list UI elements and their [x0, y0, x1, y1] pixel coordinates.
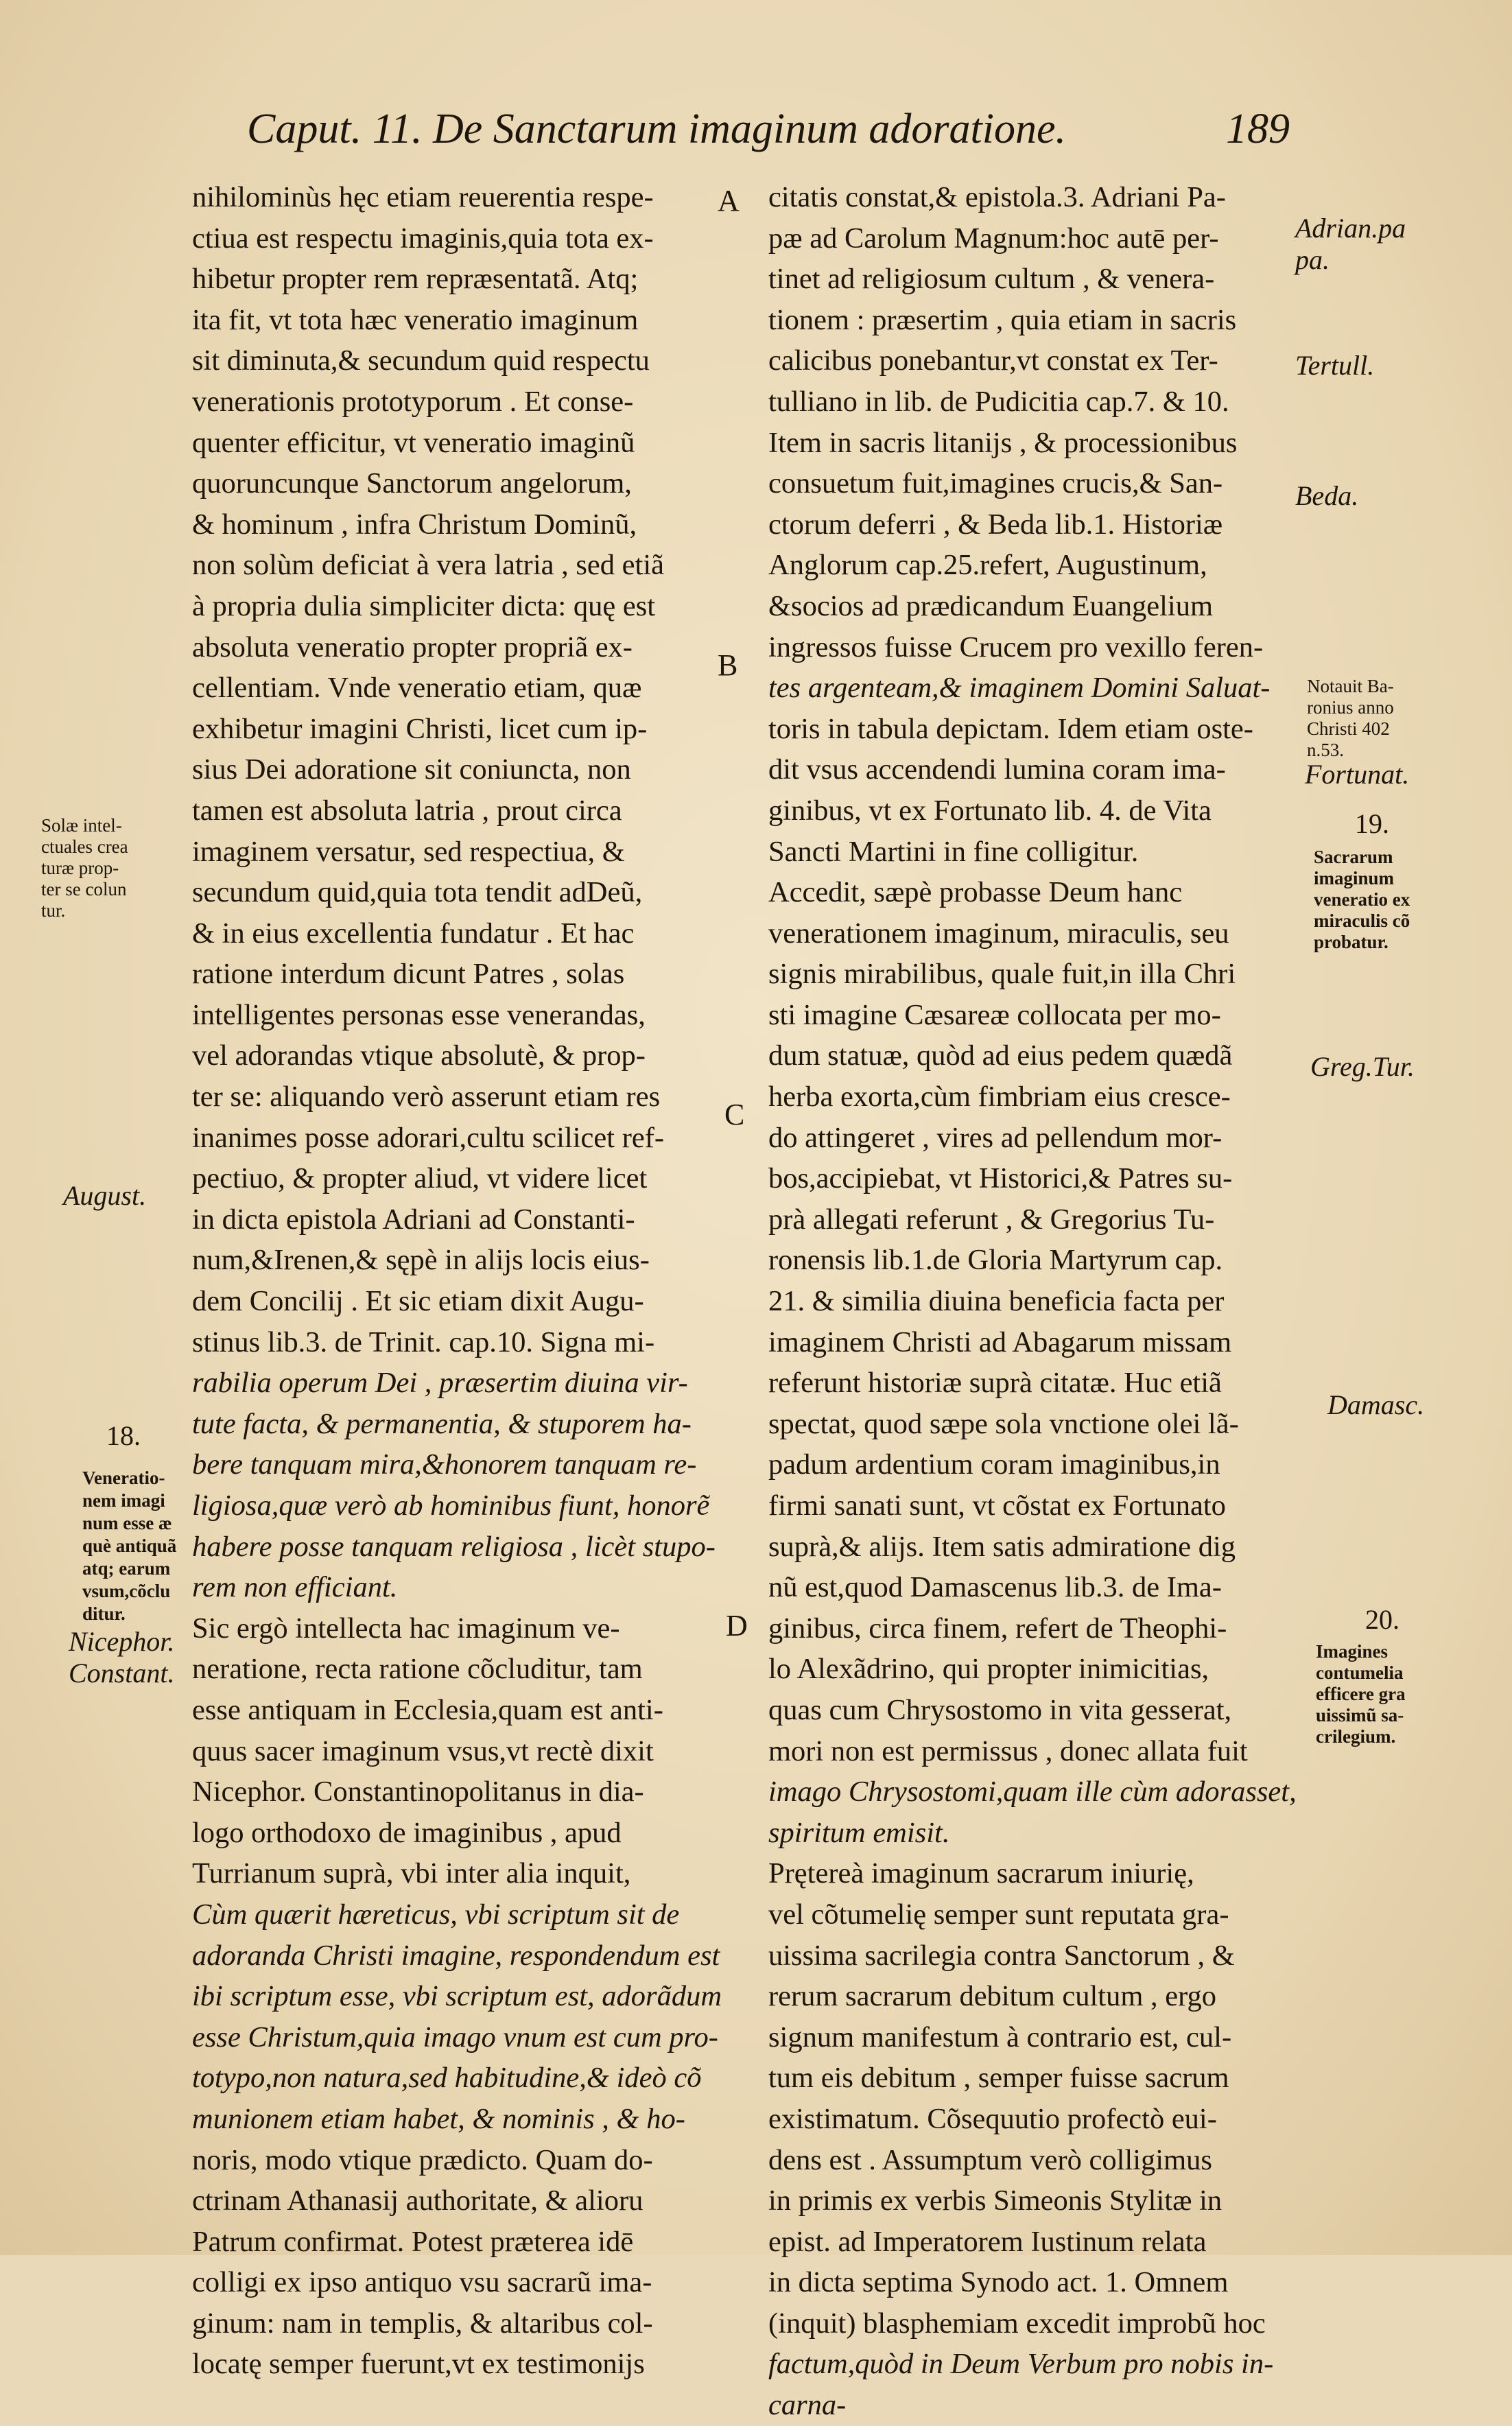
text-line: ronensis lib.1.de Gloria Martyrum cap.: [768, 1244, 1223, 1277]
text-line: ligiosa,quæ verò ab hominibus fiunt, honorẽ: [192, 1489, 710, 1522]
running-header: [247, 102, 1290, 156]
text-line: Item in sacris litanijs , & processionibus: [768, 426, 1238, 459]
text-line: &socios ad prædicandum Euangelium: [768, 589, 1214, 622]
margin-note-august: August.: [63, 1180, 147, 1211]
text-line: nũ est,quod Damascenus lib.3. de Ima-: [768, 1571, 1222, 1604]
section-letter-b: B: [718, 648, 738, 682]
text-line: toris in tabula depictam. Idem etiam oste-: [768, 712, 1253, 745]
text-line: imaginem versatur, sed respectiua, &: [192, 835, 625, 868]
margin-note-imagines: Imagines contumelia efficere gra uissimũ sa- crilegium.: [1316, 1641, 1406, 1747]
text-line: ratione interdum dicunt Patres , solas: [192, 958, 625, 991]
text-line: nihilominùs hęc etiam reuerentia respe-: [192, 181, 654, 213]
text-line: imaginem Christi ad Abagarum missam: [768, 1326, 1232, 1358]
margin-note-damasc: Damasc.: [1327, 1389, 1425, 1420]
text-line: & hominum , infra Christum Dominũ,: [192, 508, 637, 541]
margin-number-19: 19.: [1355, 808, 1389, 839]
text-line: & in eius excellentia fundatur . Et hac: [192, 917, 635, 950]
text-line: absoluta veneratio propter propriã ex-: [192, 631, 633, 663]
text-line: quas cum Chrysostomo in vita gesserat,: [768, 1693, 1232, 1726]
text-line: quus sacer imaginum vsus,vt rectè dixit: [192, 1734, 654, 1767]
text-line: exhibetur imagini Christi, licet cum ip-: [192, 712, 648, 745]
left-text-column: [192, 177, 741, 2381]
text-line: num,&Irenen,& sępè in alijs locis eius-: [192, 1244, 650, 1277]
text-line: tionem : præsertim , quia etiam in sacris: [768, 303, 1237, 336]
text-line: non solùm deficiat à vera latria , sed etiã: [192, 549, 664, 582]
text-line: ctorum deferri , & Beda lib.1. Historiæ: [768, 508, 1223, 541]
text-line: cellentiam. Vnde veneratio etiam, quæ: [192, 672, 642, 705]
text-line: lo Alexãdrino, qui propter inimicitias,: [768, 1653, 1209, 1686]
text-line: referunt historiæ suprà citatæ. Huc etiã: [768, 1367, 1222, 1400]
text-line: pæ ad Carolum Magnum:hoc autē per-: [768, 222, 1219, 255]
section-letter-d: D: [726, 1609, 748, 1642]
text-line: ingressos fuisse Crucem pro vexillo feren-: [768, 631, 1264, 663]
text-line: ter se: aliquando verò asserunt etiam res: [192, 1081, 661, 1114]
text-line: sti imagine Cæsareæ collocata per mo-: [768, 998, 1221, 1031]
margin-note-nicephor: Nicephor. Constant.: [69, 1626, 175, 1688]
text-line: intelligentes personas esse venerandas,: [192, 998, 646, 1031]
text-line: Accedit, sæpè probasse Deum hanc: [768, 876, 1183, 909]
text-line: tum eis debitum , semper fuisse sacrum: [768, 2062, 1229, 2095]
text-line: adoranda Christi imagine, respondendum est: [192, 1939, 720, 1972]
margin-number-20: 20.: [1365, 1604, 1399, 1635]
text-line: tes argenteam,& imaginem Domini Saluat-: [768, 672, 1271, 705]
running-title: Caput. 11. De Sanctarum imaginum adoratione.: [247, 106, 1067, 152]
text-line: ita fit, vt tota hæc veneratio imaginum: [192, 303, 639, 336]
text-line: Nicephor. Constantinopolitanus in dia-: [192, 1776, 644, 1809]
text-line: Cùm quærit hæreticus, vbi scriptum sit de: [192, 1898, 680, 1931]
margin-note-adrian: Adrian.pa pa.: [1295, 213, 1406, 275]
text-line: noris, modo vtique prædicto. Quam do-: [192, 2143, 653, 2176]
text-line: munionem etiam habet, & nominis , & ho-: [192, 2102, 685, 2135]
text-line: dens est . Assumptum verò colligimus: [768, 2143, 1212, 2176]
text-line: venerationem imaginum, miraculis, seu: [768, 917, 1229, 950]
text-line: existimatum. Cõsequutio profectò eui-: [768, 2102, 1217, 2135]
text-line: padum ardentium coram imaginibus,in: [768, 1448, 1220, 1481]
text-line: herba exorta,cùm fimbriam eius cresce-: [768, 1081, 1231, 1114]
text-line: Patrum confirmat. Potest præterea idē: [192, 2225, 634, 2258]
text-line: in dicta epistola Adriani ad Constanti-: [192, 1203, 635, 1236]
text-line: vel cõtumelię semper sunt reputata gra-: [768, 1898, 1229, 1931]
text-line: imago Chrysostomi,quam ille cùm adorasset,: [768, 1776, 1297, 1809]
text-line: stinus lib.3. de Trinit. cap.10. Signa mi-: [192, 1326, 655, 1358]
text-line: esse antiquam in Ecclesia,quam est anti-: [192, 1693, 663, 1726]
text-line: tinet ad religiosum cultum , & venera-: [768, 263, 1215, 296]
text-line: carna-: [768, 2389, 847, 2422]
text-line: quenter efficitur, vt veneratio imaginũ: [192, 426, 635, 459]
text-line: spiritum emisit.: [768, 1816, 950, 1849]
margin-note-tertull: Tertull.: [1295, 350, 1375, 381]
text-line: tute facta, & permanentia, & stuporem ha-: [192, 1407, 692, 1440]
text-line: habere posse tanquam religiosa , licèt stupo-: [192, 1530, 716, 1563]
margin-number-18: 18.: [106, 1420, 141, 1451]
page-number: 189: [1226, 106, 1290, 152]
text-line: rabilia operum Dei , præsertim diuina vir-: [192, 1367, 688, 1400]
text-line: spectat, quod sæpe sola vnctione olei lã-: [768, 1407, 1239, 1440]
text-line: ginibus, vt ex Fortunato lib. 4. de Vita: [768, 794, 1212, 827]
text-line: pectiuo, & propter aliud, vt videre licet: [192, 1162, 648, 1195]
text-line: rem non efficiant.: [192, 1571, 398, 1604]
text-line: prà allegati referunt , & Gregorius Tu-: [768, 1203, 1215, 1236]
text-line: firmi sanati sunt, vt cõstat ex Fortunato: [768, 1489, 1226, 1522]
text-line: ctiua est respectu imaginis,quia tota ex-: [192, 222, 654, 255]
text-line: signum manifestum à contrario est, cul-: [768, 2021, 1232, 2053]
text-line: ginum: nam in templis, & altaribus col-: [192, 2307, 653, 2340]
margin-note-baronius: Notauit Ba- ronius anno Christi 402 n.53.: [1307, 676, 1394, 760]
text-line: tulliano in lib. de Pudicitia cap.7. & 10.: [768, 385, 1229, 418]
text-line: esse Christum,quia imago vnum est cum pro-: [192, 2021, 718, 2053]
text-line: bos,accipiebat, vt Historici,& Patres su-: [768, 1162, 1233, 1195]
section-letter-c: C: [724, 1098, 745, 1131]
text-line: secundum quid,quia tota tendit adDeũ,: [192, 876, 643, 909]
text-line: Sancti Martini in fine colligitur.: [768, 835, 1139, 868]
text-line: quoruncunque Sanctorum angelorum,: [192, 467, 632, 500]
text-line: 21. & similia diuina beneficia facta per: [768, 1285, 1225, 1318]
text-line: Turrianum suprà, vbi inter alia inquit,: [192, 1857, 631, 1890]
text-line: inanimes posse adorari,cultu scilicet ref-: [192, 1121, 665, 1154]
text-line: totypo,non natura,sed habitudine,& ideò cõ: [192, 2062, 702, 2095]
text-line: venerationis prototyporum . Et conse-: [192, 385, 634, 418]
text-line: mori non est permissus , donec allata fuit: [768, 1734, 1248, 1767]
right-text-column: [768, 177, 1297, 2422]
text-line: in dicta septima Synodo act. 1. Omnem: [768, 2266, 1229, 2299]
text-line: logo orthodoxo de imaginibus , apud: [192, 1816, 622, 1849]
margin-note-solae: Solæ intel- ctuales crea turæ prop- ter se colun tur.: [41, 815, 128, 921]
margin-note-beda: Beda.: [1295, 480, 1359, 511]
text-line: ginibus, circa finem, refert de Theophi-: [768, 1612, 1227, 1645]
text-line: rerum sacrarum debitum cultum , ergo: [768, 1980, 1217, 2013]
text-line: sius Dei adoratione sit coniuncta, non: [192, 753, 631, 786]
text-line: hibetur propter rem repræsentatã. Atq;: [192, 263, 639, 296]
text-line: signis mirabilibus, quale fuit,in illa Chri: [768, 958, 1236, 991]
margin-note-veneratio: Veneratio- nem imagi num esse æ què antiquã atq; earum vsum,cõclu ditur.: [82, 1468, 177, 1624]
text-line: colligi ex ipso antiquo vsu sacrarũ ima-: [192, 2266, 652, 2299]
margin-note-sacrarum: Sacrarum imaginum veneratio ex miraculis cõ probatur.: [1314, 847, 1410, 952]
text-line: Anglorum cap.25.refert, Augustinum,: [768, 549, 1207, 582]
text-line: sit diminuta,& secundum quid respectu: [192, 344, 650, 377]
text-line: ctrinam Athanasij authoritate, & alioru: [192, 2184, 643, 2217]
text-line: Prętereà imaginum sacrarum iniurię,: [768, 1857, 1194, 1890]
text-line: dem Concilij . Et sic etiam dixit Augu-: [192, 1285, 644, 1318]
margin-note-greg: Greg.Tur.: [1310, 1051, 1415, 1082]
text-line: consuetum fuit,imagines crucis,& San-: [768, 467, 1223, 500]
section-letter-a: A: [718, 184, 740, 217]
text-line: uissima sacrilegia contra Sanctorum , &: [768, 1939, 1235, 1972]
text-line: (inquit) blasphemiam excedit improbũ hoc: [768, 2307, 1266, 2340]
text-line: bere tanquam mira,&honorem tanquam re-: [192, 1448, 697, 1481]
text-line: tamen est absoluta latria , prout circa: [192, 794, 622, 827]
text-line: dum statuæ, quòd ad eius pedem quædã: [768, 1039, 1233, 1072]
margin-note-fortunat: Fortunat.: [1305, 759, 1410, 790]
text-line: epist. ad Imperatorem Iustinum relata: [768, 2225, 1207, 2258]
text-line: locatę semper fuerunt,vt ex testimonijs: [192, 2348, 645, 2381]
text-line: calicibus ponebantur,vt constat ex Ter-: [768, 344, 1218, 377]
text-line: vel adorandas vtique absolutè, & prop-: [192, 1039, 646, 1072]
text-line: suprà,& alijs. Item satis admiratione dig: [768, 1530, 1236, 1563]
text-line: citatis constat,& epistola.3. Adriani Pa-: [768, 181, 1226, 213]
text-line: factum,quòd in Deum Verbum pro nobis in-: [768, 2348, 1274, 2381]
text-line: à propria dulia simpliciter dicta: quę est: [192, 589, 656, 622]
text-line: in primis ex verbis Simeonis Stylitæ in: [768, 2184, 1222, 2217]
text-line: neratione, recta ratione cõcluditur, tam: [192, 1653, 643, 1686]
text-line: dit vsus accendendi lumina coram ima-: [768, 753, 1226, 786]
text-line: ibi scriptum esse, vbi scriptum est, adorãdum: [192, 1980, 722, 2013]
text-line: do attingeret , vires ad pellendum mor-: [768, 1121, 1222, 1154]
text-line: Sic ergò intellecta hac imaginum ve-: [192, 1612, 620, 1645]
